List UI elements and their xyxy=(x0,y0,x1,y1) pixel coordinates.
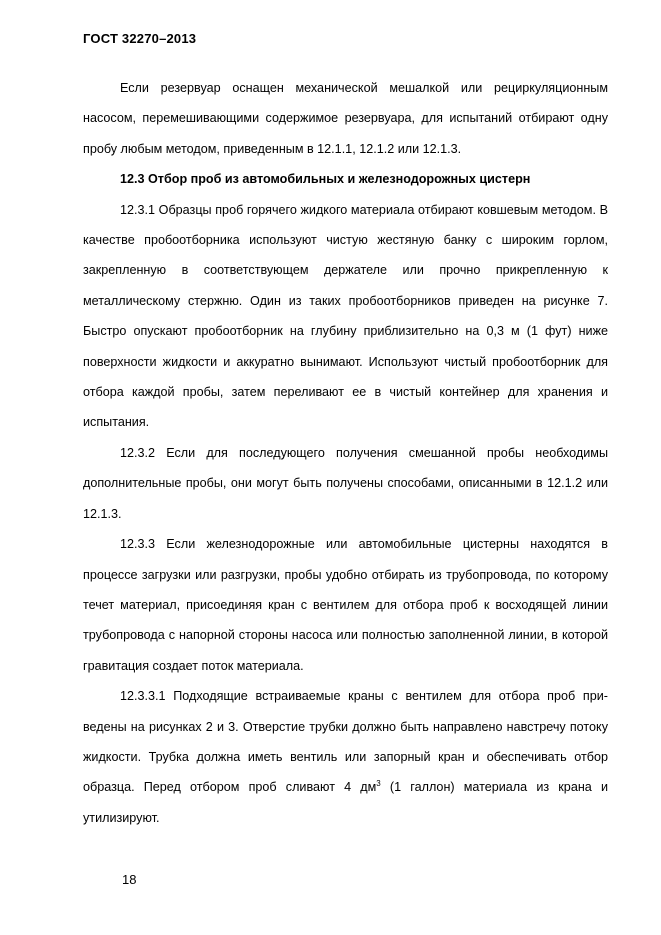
section-heading-12-3: 12.3 Отбор проб из автомобильных и железнодорожных цистерн xyxy=(120,172,531,187)
page-number: 18 xyxy=(122,872,137,887)
page-footer xyxy=(122,872,136,887)
paragraph-12-3-1: 12.3.1 Образцы проб горячего жидкого материала отбирают ковшевым методом. В качестве пробоотборника используют чистую жестяную банку с широким горлом, закрепленную в соответствующем держателе или прочно прикрепленную к металлическому стержню. Один из таких пробоотборников приведен на рисунке 7. Быстро опускают пробоотборник на глубину приблизительно на 0,3 м (1 фут) ниже поверхности жидкости и аккуратно вынимают. Используют чистый пробоотборник для отбора каждой пробы, затем переливают ее в чистый контейнер для хранения и испытания. xyxy=(83,202,608,430)
document-body xyxy=(83,73,608,833)
superscript-cube: 3 xyxy=(376,779,381,789)
paragraph-12-3-2: 12.3.2 Если для последующего получения смешанной пробы необходимы дополнительные пробы, они могут быть получены способами, описанными в 12.1.2 или 12.1.3. xyxy=(83,445,608,521)
paragraph-12-3-3: 12.3.3 Если железнодорожные или автомобильные цистерны находятся в процессе загрузки или разгрузки, пробы удобно отбирать из трубопровода, по которому течет материал, присоединяя кран с вентилем для отбора проб к восходящей линии трубопровода с напорной стороны насоса или полностью заполненной линии, в которой гравитация создает поток материала. xyxy=(83,537,608,673)
paragraph-12-3-3-1-text-end: (1 галлон) материала из крана и утилизируют. xyxy=(83,780,608,825)
document-header xyxy=(83,31,196,46)
paragraph-12-3-3-1-text-start: 12.3.3.1 Подходящие встраиваемые краны с вентилем для отбора проб приведены на рисунках 2 и 3. Отверстие трубки должно быть направлено навстречу потоку жидкости. Трубка должна иметь вентиль или запорный кран и обеспечивать отбор образца. Перед отбором проб сливают 4 дм xyxy=(83,689,608,795)
standard-designation: ГОСТ 32270–2013 xyxy=(83,31,197,46)
paragraph-tank-mixer: Если резервуар оснащен механической мешалкой или рециркуляционным насосом, перемешивающими содержимое резервуара, для испытаний отбирают одну пробу любым методом, приведенным в 12.1.1, 12.1.2 или 12.1.3. xyxy=(83,81,608,156)
paragraph-12-3-3-1 xyxy=(83,681,608,833)
